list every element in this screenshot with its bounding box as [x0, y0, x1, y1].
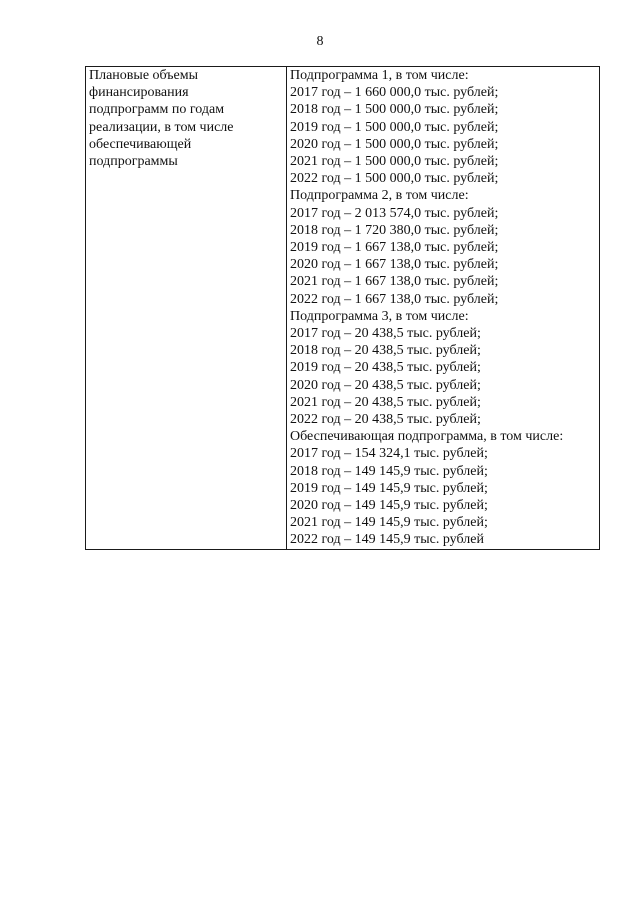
subprogram-2-heading: Подпрограмма 2, в том числе:: [290, 188, 469, 204]
year-line: 2021 год – 1 667 138,0 тыс. рублей;: [290, 274, 499, 290]
year-line: 2017 год – 1 660 000,0 тыс. рублей;: [290, 85, 499, 101]
year-line: 2020 год – 20 438,5 тыс. рублей;: [290, 377, 481, 393]
year-line: 2022 год – 20 438,5 тыс. рублей;: [290, 412, 481, 428]
year-line: 2017 год – 154 324,1 тыс. рублей;: [290, 446, 488, 462]
page-number: 8: [316, 34, 324, 49]
year-line: 2017 год – 20 438,5 тыс. рублей;: [290, 326, 481, 342]
supporting-subprogram-heading: Обеспечивающая подпрограмма, в том числе:: [290, 429, 564, 445]
year-line: 2018 год – 1 500 000,0 тыс. рублей;: [290, 102, 499, 118]
content-cell: [287, 67, 600, 550]
label-cell: [86, 67, 287, 550]
year-line: 2019 год – 149 145,9 тыс. рублей;: [290, 480, 488, 496]
year-line: 2018 год – 1 720 380,0 тыс. рублей;: [290, 222, 499, 238]
year-line: 2022 год – 1 667 138,0 тыс. рублей;: [290, 291, 499, 307]
funding-table: [85, 66, 600, 550]
year-line: 2021 год – 149 145,9 тыс. рублей;: [290, 515, 488, 531]
year-line: 2017 год – 2 013 574,0 тыс. рублей;: [290, 205, 499, 221]
year-line: 2019 год – 1 500 000,0 тыс. рублей;: [290, 119, 499, 135]
year-line: 2018 год – 149 145,9 тыс. рублей;: [290, 463, 488, 479]
year-line: 2020 год – 1 667 138,0 тыс. рублей;: [290, 257, 499, 273]
year-line: 2020 год – 1 500 000,0 тыс. рублей;: [290, 136, 499, 152]
year-line: 2022 год – 149 145,9 тыс. рублей: [290, 532, 484, 548]
year-line: 2019 год – 20 438,5 тыс. рублей;: [290, 360, 481, 376]
year-line: 2022 год – 1 500 000,0 тыс. рублей;: [290, 171, 499, 187]
label-line: реализации, в том числе: [89, 119, 234, 135]
year-line: 2019 год – 1 667 138,0 тыс. рублей;: [290, 240, 499, 256]
year-line: 2021 год – 20 438,5 тыс. рублей;: [290, 394, 481, 410]
year-line: 2020 год – 149 145,9 тыс. рублей;: [290, 498, 488, 514]
subprogram-1-heading: Подпрограмма 1, в том числе:: [290, 68, 469, 83]
table-row: [86, 67, 600, 550]
label-line: подпрограммы: [89, 154, 178, 170]
year-line: 2018 год – 20 438,5 тыс. рублей;: [290, 343, 481, 359]
label-line: подпрограмм по годам: [89, 102, 225, 118]
label-line: обеспечивающей: [89, 136, 192, 152]
year-line: 2021 год – 1 500 000,0 тыс. рублей;: [290, 154, 499, 170]
label-line: финансирования: [89, 85, 189, 101]
subprogram-3-heading: Подпрограмма 3, в том числе:: [290, 308, 469, 324]
label-line: Плановые объемы: [89, 68, 199, 83]
